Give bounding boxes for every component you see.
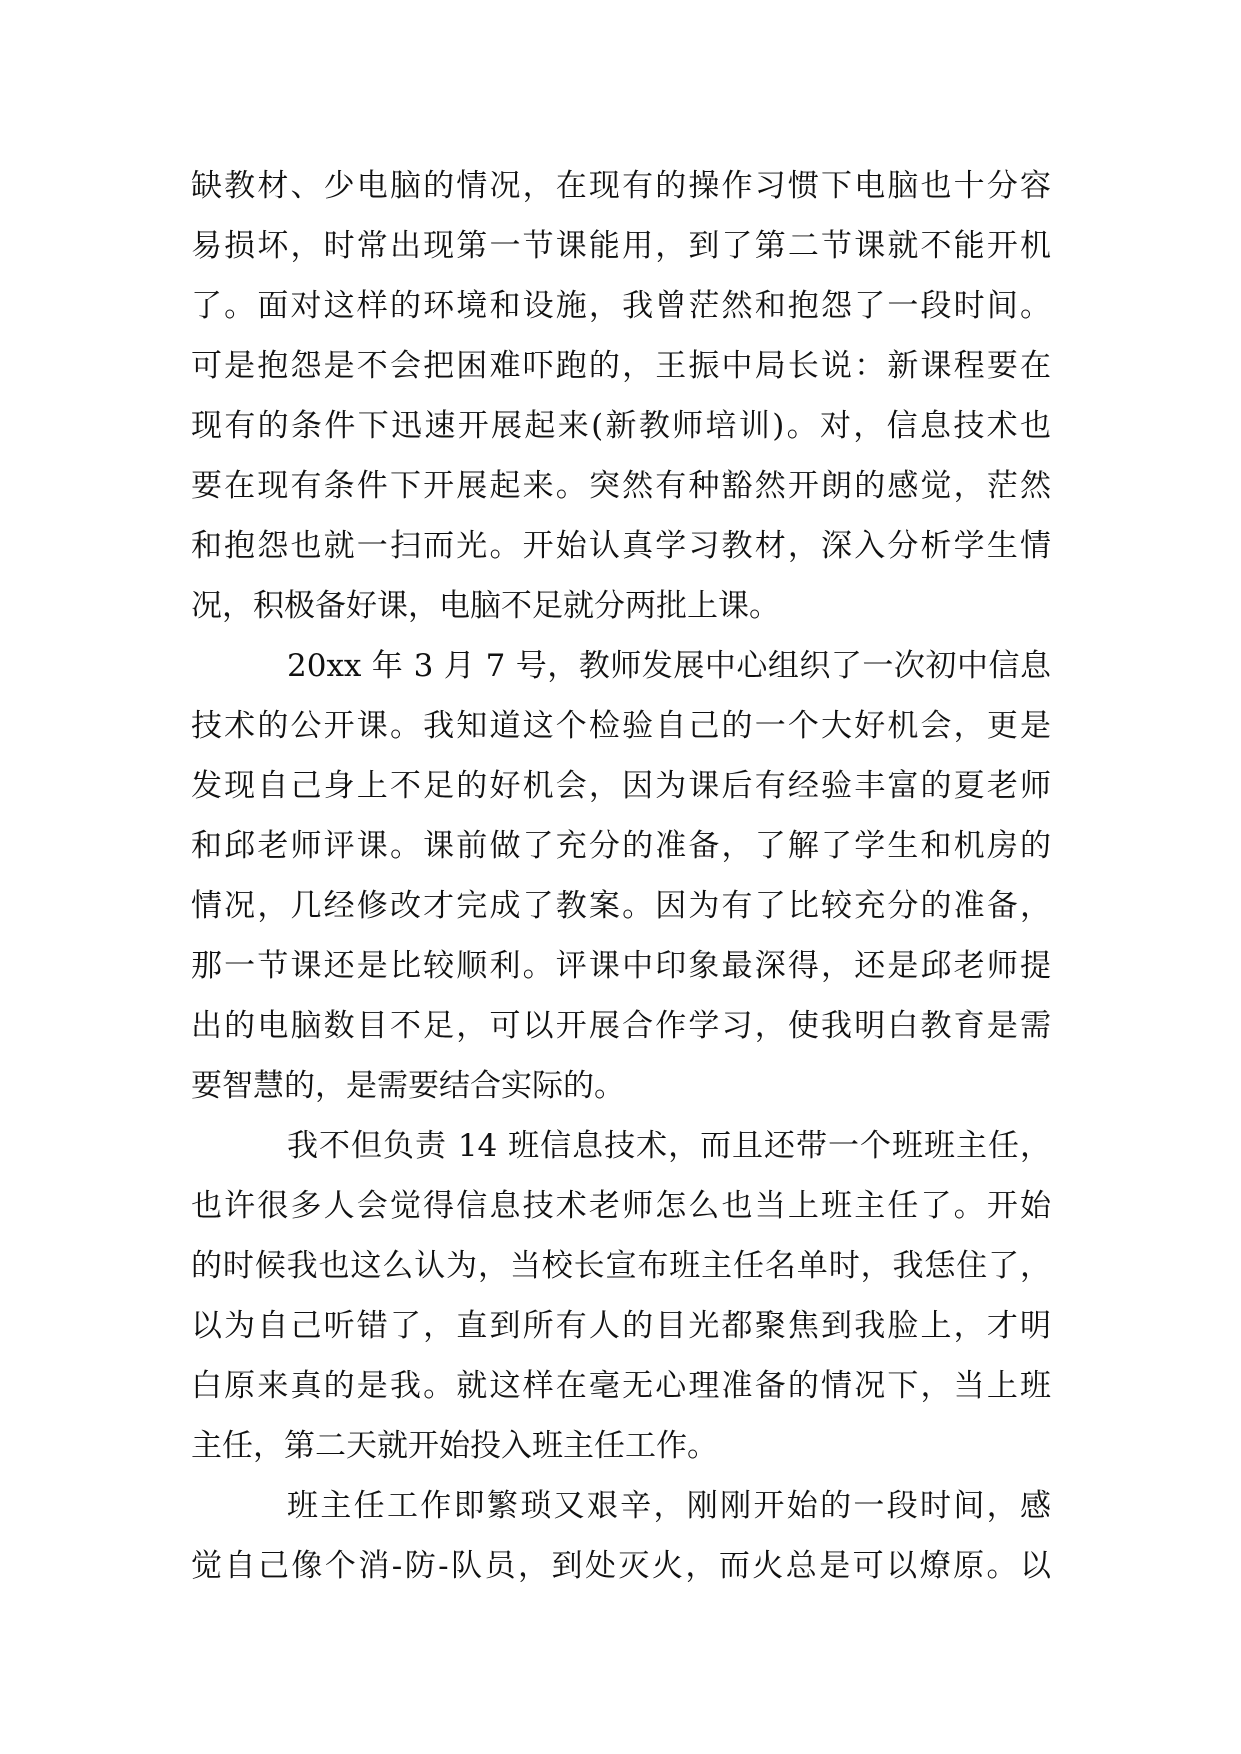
text-line: 我不但负责 14 班信息技术，而且还带一个班班主任，: [287, 1128, 1051, 1164]
text-line: 觉自己像个消-防-队员，到处灭火，而火总是可以燎原。以: [191, 1548, 1051, 1584]
text-line: 现有的条件下迅速开展起来(新教师培训)。对，信息技术也: [191, 408, 1051, 444]
paragraph-4: [191, 1476, 1051, 1596]
text-line: 主任，第二天就开始投入班主任工作。: [191, 1428, 718, 1464]
text-line: 白原来真的是我。就这样在毫无心理准备的情况下，当上班: [191, 1368, 1051, 1404]
text-line: 易损坏，时常出现第一节课能用，到了第二节课就不能开机: [191, 228, 1051, 264]
text-line: 的时候我也这么认为，当校长宣布班主任名单时，我恁住了，: [191, 1248, 1051, 1284]
text-line: 技术的公开课。我知道这个检验自己的一个大好机会，更是: [191, 708, 1051, 744]
text-line: 发现自己身上不足的好机会，因为课后有经验丰富的夏老师: [191, 768, 1051, 804]
paragraph-1: [191, 156, 1051, 636]
text-line: 情况，几经修改才完成了教案。因为有了比较充分的准备，: [191, 888, 1051, 924]
text-line: 以为自己听错了，直到所有人的目光都聚焦到我脸上，才明: [191, 1308, 1051, 1344]
text-line: 班主任工作即繁琐又艰辛，刚刚开始的一段时间，感: [287, 1488, 1051, 1524]
text-line: 缺教材、少电脑的情况，在现有的操作习惯下电脑也十分容: [191, 168, 1051, 204]
text-line: 要在现有条件下开展起来。突然有种豁然开朗的感觉，茫然: [191, 468, 1051, 504]
text-line: 那一节课还是比较顺利。评课中印象最深得，还是邱老师提: [191, 948, 1051, 984]
text-line: 也许很多人会觉得信息技术老师怎么也当上班主任了。开始: [191, 1188, 1051, 1224]
text-line: 了。面对这样的环境和设施，我曾茫然和抱怨了一段时间。: [191, 288, 1051, 324]
paragraph-3: [191, 1116, 1051, 1476]
text-line: 可是抱怨是不会把困难吓跑的，王振中局长说：新课程要在: [191, 348, 1051, 384]
text-line: 20xx 年 3 月 7 号，教师发展中心组织了一次初中信息: [287, 648, 1051, 684]
paragraph-2: [191, 636, 1051, 1116]
text-line: 和抱怨也就一扫而光。开始认真学习教材，深入分析学生情: [191, 528, 1051, 564]
text-line: 要智慧的，是需要结合实际的。: [191, 1068, 625, 1104]
text-line: 况，积极备好课，电脑不足就分两批上课。: [191, 588, 780, 624]
document-body: [191, 156, 1051, 1596]
text-line: 和邱老师评课。课前做了充分的准备，了解了学生和机房的: [191, 828, 1051, 864]
text-line: 出的电脑数目不足，可以开展合作学习，使我明白教育是需: [191, 1008, 1051, 1044]
